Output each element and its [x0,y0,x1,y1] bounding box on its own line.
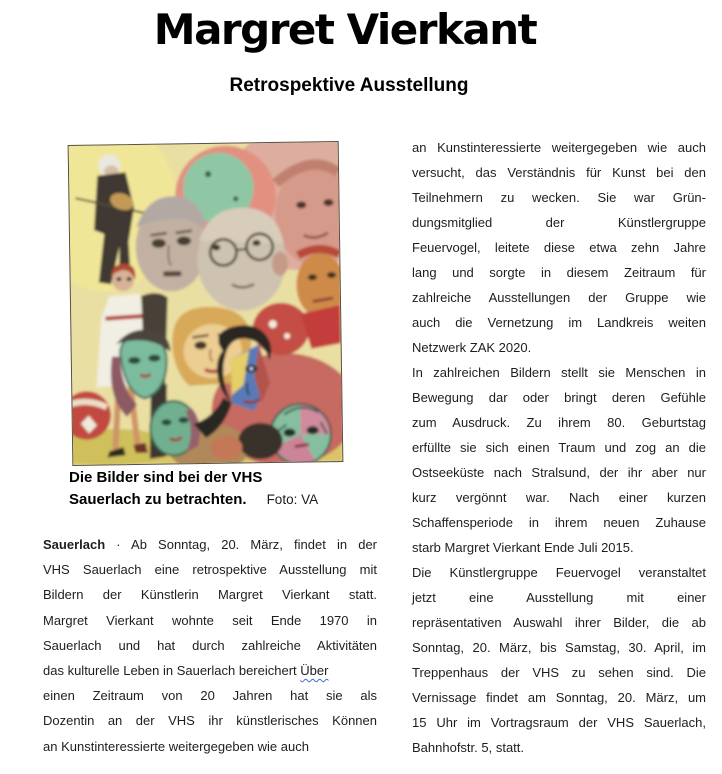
text-line [412,310,706,335]
text-line [412,685,706,710]
text-segment: dungsmitglied der Künstlergruppe [412,215,706,230]
text-line [43,557,377,582]
caption-line-2 [69,489,379,511]
text-line [412,160,706,185]
text-segment: Treppenhaus der VHS zu sehen sind. Die [412,665,706,680]
text-segment: Bewegung dar oder bringt deren Gefühle [412,390,706,405]
text-segment: zahlreiche Ausstellungen der Gruppe wie [412,290,706,305]
text-line [412,610,706,635]
text-segment: Sonntag, 20. März, bis Samstag, 30. April, im [412,640,706,655]
text-line [412,510,706,535]
text-segment: Die Künstlergruppe Feuervogel veranstaltet [412,565,706,580]
caption-text: Sauerlach zu betrachten. [69,491,247,508]
text-segment: VHS Sauerlach eine retrospektive Ausstellung mit [43,562,377,578]
text-line [412,635,706,660]
text-line [412,660,706,685]
text-line [43,708,377,733]
painting-shapes-group [69,142,343,465]
text-segment: zum Ausdruck. Zu ihrem 80. Geburtstag [412,415,706,430]
text-segment: Ostseeküste nach Stralsund, der ihr aber nur [412,465,706,480]
text-segment: jetzt eine Ausstellung mit einer [412,590,706,605]
text-line [412,735,706,760]
text-line [412,385,706,410]
text-line [412,585,706,610]
text-segment: an Kunstinteressierte weitergegeben wie auch [412,140,706,155]
text-segment: an Kunstinteressierte weitergegeben wie auch [43,738,309,754]
text-segment: repräsentativen Auswahl ihrer Bilder, die ab [412,615,706,630]
text-line [412,710,706,735]
text-segment: Bahnhofstr. 5, statt. [412,740,525,755]
text-segment: lang und sorgte in diesem Zeitraum für [412,265,706,280]
figure-caption [69,467,379,511]
text-segment: In zahlreichen Bildern stellt sie Menschen in [412,365,706,380]
text-segment: auch die Vernetzung im Landkreis weiten [412,315,706,330]
text-line [43,683,377,708]
text-segment: einen Zeitraum von 20 Jahren hat sie als [43,688,377,704]
text-segment: Schaffensperiode in ihrem neuen Zuhause [412,515,706,530]
text-line [412,185,706,210]
text-line [412,335,706,360]
text-line [412,485,706,510]
text-segment: Netzwerk ZAK 2020. [412,340,532,355]
article-left-column [43,532,377,759]
text-line [412,135,706,160]
text-line [412,460,706,485]
page-subtitle: Retrospektive Ausstellung [229,75,469,96]
article-right-column [412,135,706,760]
text-line [43,532,377,557]
text-segment: Vernissage findet am Sonntag, 20. März, um [412,690,706,705]
painting-figure [68,141,344,466]
spellcheck-flagged-word: Über [300,663,329,679]
text-segment: versucht, das Verständnis für Kunst bei den [412,165,706,180]
text-line [412,535,706,560]
photo-credit: Foto: VA [266,492,319,507]
text-segment: Dozentin an der VHS ihr künstlerisches Können [43,713,377,729]
text-line [43,734,377,759]
text-segment: kurz vergönnt war. Nach einer kurzen [412,490,706,505]
text-segment: 15 Uhr im Vortragsraum der VHS Sauerlach, [412,715,706,730]
text-line [412,210,706,235]
text-segment: starb Margret Vierkant Ende Juli 2015. [412,540,634,555]
text-line [412,410,706,435]
text-segment: erfüllte sie sich einen Traum und zog an die [412,440,706,455]
caption-text: Die Bilder sind bei der VHS [69,469,263,486]
page-title: Margret Vierkant [153,5,537,54]
caption-line-1 [69,467,379,489]
text-segment: Margret Vierkant wohnte seit Ende 1970 in [43,612,377,628]
text-line [43,633,377,658]
text-line [412,285,706,310]
text-line [412,360,706,385]
text-segment: · Ab Sonntag, 20. März, findet in der [105,537,377,552]
text-segment: Feuervogel, leitete diese etwa zehn Jahre [412,240,706,255]
text-segment: Sauerlach und hat durch zahlreiche Aktivitäten [43,637,377,653]
text-line [412,235,706,260]
text-line [43,658,377,683]
text-line [412,435,706,460]
text-segment: Bildern der Künstlerin Margret Vierkant statt. [43,587,377,603]
text-segment: das kulturelle Leben in Sauerlach bereichert [43,663,301,679]
text-segment: Sauerlach [43,537,106,552]
text-line [412,560,706,585]
painting-image [69,142,343,465]
text-line [43,608,377,633]
text-line [412,260,706,285]
text-segment: Teilnehmern zu wecken. Sie war Grün- [412,190,706,205]
text-line [43,582,377,607]
